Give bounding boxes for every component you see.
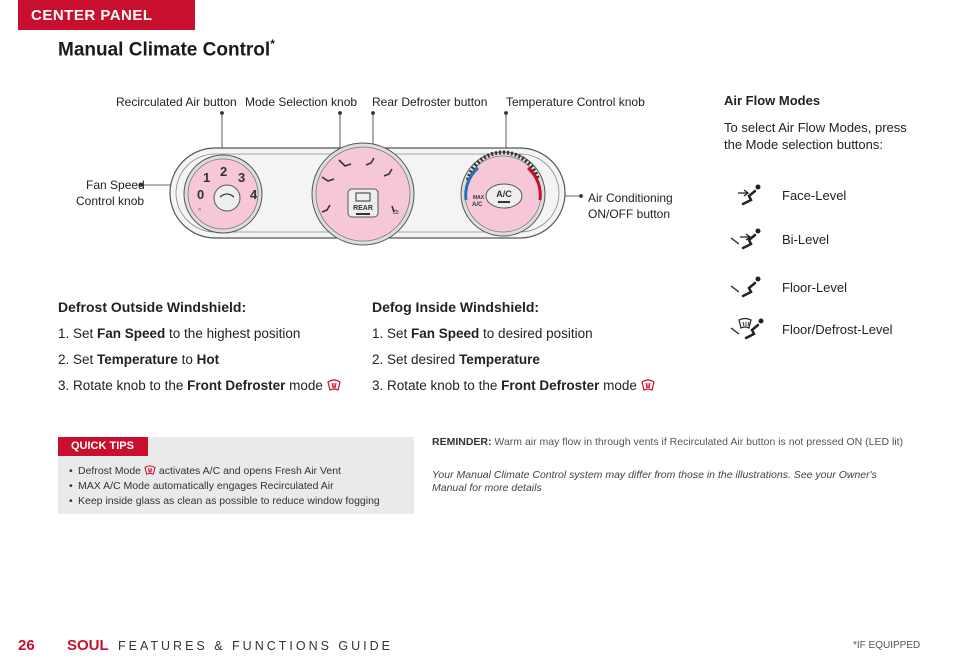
page-number: 26	[18, 637, 35, 654]
airflow-title: Air Flow Modes	[724, 93, 821, 108]
defog-inside-title: Defog Inside Windshield:	[372, 299, 540, 315]
defog-inside-step-1: 1. Set Fan Speed to desired position	[372, 326, 593, 341]
quick-tip-1: • Defrost Mode activates A/C and opens Fresh Air Vent	[78, 465, 341, 477]
fan-number-4: 4	[250, 187, 258, 202]
fan-number-3: 3	[238, 170, 246, 185]
callout-recirculated: Recirculated Air button	[116, 95, 237, 109]
airflow-description: To select Air Flow Modes, press the Mode selection buttons:	[724, 120, 907, 152]
defog-inside-step-3: 3. Rotate knob to the Front Defroster mode	[372, 378, 655, 393]
defog-inside-step-2: 2. Set desired Temperature	[372, 352, 540, 367]
mode-row-floor-defrost	[728, 314, 893, 344]
quick-tip-3: • Keep inside glass as clean as possible to reduce window fogging	[78, 495, 380, 507]
defrost-outside-step-3: 3. Rotate knob to the Front Defroster mode	[58, 378, 341, 393]
callout-ac-1: Air Conditioning	[588, 191, 673, 205]
ac-label: A/C	[496, 189, 512, 199]
fan-number-1: 1	[203, 170, 211, 185]
footer-if-equipped: *IF EQUIPPED	[853, 640, 921, 651]
quick-tips-label: QUICK TIPS	[58, 437, 148, 456]
mode-row-bi	[728, 224, 829, 254]
defrost-outside-step-2: 2. Set Temperature to Hot	[58, 352, 220, 367]
max-label-2: A/C	[472, 202, 483, 208]
mode-label-floor: Floor-Level	[782, 279, 848, 295]
rear-label: REAR	[353, 205, 373, 212]
svg-text:≏: ≏	[392, 207, 400, 217]
callout-ac-2: ON/OFF button	[588, 207, 671, 221]
callout-mode-selection: Mode Selection knob	[245, 95, 358, 109]
footer-guide-title: FEATURES & FUNCTIONS GUIDE	[118, 639, 394, 653]
section-tab: CENTER PANEL	[18, 0, 195, 30]
bi-level-icon	[728, 224, 768, 254]
mode-row-floor	[728, 272, 847, 302]
temperature-control-knob[interactable]	[461, 152, 545, 236]
mode-label-face: Face-Level	[782, 187, 847, 203]
mode-row-face	[728, 180, 846, 210]
fan-speed-knob[interactable]	[184, 155, 262, 233]
callout-fan-speed-1: Fan Speed	[86, 178, 145, 192]
svg-text:▫: ▫	[198, 205, 201, 214]
mode-label-bi: Bi-Level	[782, 231, 829, 247]
callout-fan-speed-2: Control knob	[76, 194, 145, 208]
defrost-outside-step-1: 1. Set Fan Speed to the highest position	[58, 326, 301, 341]
fan-number-0: 0	[197, 187, 205, 202]
max-label-1: MAX	[473, 195, 485, 201]
fan-number-2: 2	[220, 164, 228, 179]
face-level-icon	[728, 180, 768, 210]
page-title: Manual Climate Control*	[58, 37, 275, 61]
callout-rear-defroster: Rear Defroster button	[372, 95, 488, 109]
front-defroster-icon	[327, 379, 341, 391]
front-defroster-icon	[641, 379, 655, 391]
footer-brand: SOUL	[67, 637, 109, 654]
front-defroster-icon	[144, 465, 156, 475]
mode-label-floor-defrost: Floor/Defrost-Level	[782, 321, 893, 337]
reminder: REMINDER: Warm air may flow in through vents if Recirculated Air button is not pressed ON (LED lit)	[432, 436, 904, 448]
quick-tip-2: • MAX A/C Mode automatically engages Recirculated Air	[78, 480, 334, 492]
defrost-outside-title: Defrost Outside Windshield:	[58, 299, 247, 315]
mode-selection-knob[interactable]	[312, 143, 414, 245]
callout-temperature: Temperature Control knob	[506, 95, 645, 109]
floor-level-icon	[728, 272, 768, 302]
owners-manual-note: Your Manual Climate Control system may differ from those in the illustrations. See your Owner's Manual for more details	[432, 469, 877, 494]
floor-defrost-level-icon	[728, 314, 768, 344]
